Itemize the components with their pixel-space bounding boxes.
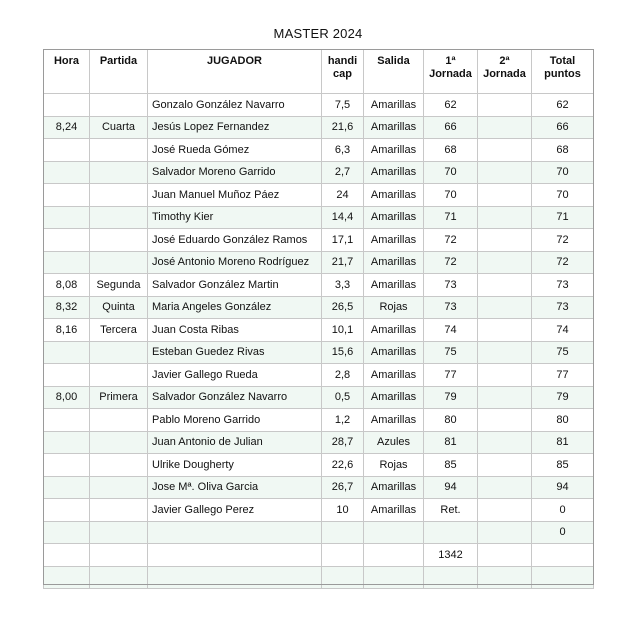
cell-jugador: Esteban Guedez Rivas	[148, 341, 322, 364]
table-row	[44, 499, 594, 522]
cell-jornada-2	[478, 364, 532, 387]
scores-table	[43, 49, 594, 589]
cell-hora	[44, 521, 90, 544]
cell-total: 0	[532, 499, 594, 522]
cell-total: 0	[532, 521, 594, 544]
cell-partida	[90, 139, 148, 162]
header-jornada-1: 1ª Jornada	[424, 50, 478, 94]
cell-jornada-2	[478, 251, 532, 274]
cell-jornada-2	[478, 521, 532, 544]
cell-jornada-1: 75	[424, 341, 478, 364]
cell-total: 75	[532, 341, 594, 364]
cell-partida	[90, 409, 148, 432]
cell-hora	[44, 364, 90, 387]
cell-jornada-2	[478, 206, 532, 229]
cell-handicap: 7,5	[322, 94, 364, 117]
cell-jugador: Juan Antonio de Julian	[148, 431, 322, 454]
cell-salida: Amarillas	[364, 499, 424, 522]
table-row	[44, 139, 594, 162]
cell-salida	[364, 521, 424, 544]
cell-jornada-1	[424, 521, 478, 544]
cell-hora: 8,08	[44, 274, 90, 297]
cell-handicap: 1,2	[322, 409, 364, 432]
cell-jugador: Gonzalo González Navarro	[148, 94, 322, 117]
cell-jornada-2	[478, 139, 532, 162]
cell-salida: Amarillas	[364, 364, 424, 387]
cell-salida: Amarillas	[364, 386, 424, 409]
cell-partida	[90, 544, 148, 567]
cell-jornada-2	[478, 476, 532, 499]
header-row	[44, 50, 594, 94]
cell-total: 68	[532, 139, 594, 162]
cell-total	[532, 566, 594, 589]
table-row	[44, 296, 594, 319]
cell-partida	[90, 161, 148, 184]
cell-hora	[44, 229, 90, 252]
cell-jornada-2	[478, 296, 532, 319]
cell-jornada-1: 79	[424, 386, 478, 409]
cell-total: 66	[532, 116, 594, 139]
cell-handicap: 2,7	[322, 161, 364, 184]
cell-handicap: 17,1	[322, 229, 364, 252]
cell-salida: Rojas	[364, 454, 424, 477]
cell-salida: Amarillas	[364, 161, 424, 184]
header-salida: Salida	[364, 50, 424, 94]
cell-salida: Amarillas	[364, 116, 424, 139]
cell-handicap: 22,6	[322, 454, 364, 477]
cell-handicap: 6,3	[322, 139, 364, 162]
cell-salida: Amarillas	[364, 229, 424, 252]
cell-jugador: José Rueda Gómez	[148, 139, 322, 162]
cell-jugador: Timothy Kier	[148, 206, 322, 229]
table-row	[44, 274, 594, 297]
cell-hora	[44, 454, 90, 477]
cell-jornada-2	[478, 544, 532, 567]
cell-total: 85	[532, 454, 594, 477]
cell-salida: Amarillas	[364, 319, 424, 342]
cell-hora	[44, 544, 90, 567]
cell-jornada-1: 73	[424, 274, 478, 297]
cell-jornada-1: 85	[424, 454, 478, 477]
table-row	[44, 116, 594, 139]
cell-hora	[44, 341, 90, 364]
cell-partida	[90, 454, 148, 477]
cell-partida: Quinta	[90, 296, 148, 319]
table-row	[44, 566, 594, 589]
cell-handicap: 24	[322, 184, 364, 207]
cell-handicap	[322, 521, 364, 544]
cell-total: 77	[532, 364, 594, 387]
cell-hora: 8,00	[44, 386, 90, 409]
cell-jornada-2	[478, 566, 532, 589]
cell-jugador: Juan Manuel Muñoz Páez	[148, 184, 322, 207]
cell-partida	[90, 251, 148, 274]
table-row	[44, 544, 594, 567]
header-handicap: handi cap	[322, 50, 364, 94]
table-row	[44, 251, 594, 274]
cell-handicap: 10,1	[322, 319, 364, 342]
cell-jugador: Pablo Moreno Garrido	[148, 409, 322, 432]
cell-jornada-1: 73	[424, 296, 478, 319]
cell-salida: Amarillas	[364, 206, 424, 229]
header-hora: Hora	[44, 50, 90, 94]
cell-partida: Cuarta	[90, 116, 148, 139]
cell-jugador	[148, 544, 322, 567]
cell-jornada-2	[478, 161, 532, 184]
cell-jornada-2	[478, 499, 532, 522]
cell-total: 72	[532, 251, 594, 274]
cell-total: 94	[532, 476, 594, 499]
table-row	[44, 431, 594, 454]
cell-handicap: 26,5	[322, 296, 364, 319]
cell-partida	[90, 341, 148, 364]
cell-partida	[90, 431, 148, 454]
cell-jugador: Javier Gallego Rueda	[148, 364, 322, 387]
cell-salida: Amarillas	[364, 139, 424, 162]
cell-salida: Amarillas	[364, 274, 424, 297]
cell-jugador: Salvador Moreno Garrido	[148, 161, 322, 184]
cell-partida: Primera	[90, 386, 148, 409]
cell-jugador	[148, 566, 322, 589]
cell-jugador: Ulrike Dougherty	[148, 454, 322, 477]
cell-handicap: 14,4	[322, 206, 364, 229]
page-title: MASTER 2024	[273, 26, 363, 41]
cell-jugador: Jose Mª. Oliva Garcia	[148, 476, 322, 499]
cell-hora	[44, 161, 90, 184]
cell-jornada-2	[478, 386, 532, 409]
table-row	[44, 386, 594, 409]
header-jugador: JUGADOR	[148, 50, 322, 94]
cell-hora	[44, 251, 90, 274]
table-row	[44, 521, 594, 544]
cell-salida: Amarillas	[364, 94, 424, 117]
cell-partida	[90, 521, 148, 544]
cell-hora	[44, 566, 90, 589]
cell-jugador: José Eduardo González Ramos	[148, 229, 322, 252]
table-row	[44, 94, 594, 117]
cell-salida: Amarillas	[364, 341, 424, 364]
cell-handicap: 26,7	[322, 476, 364, 499]
cell-handicap: 3,3	[322, 274, 364, 297]
cell-partida	[90, 364, 148, 387]
cell-jornada-2	[478, 454, 532, 477]
cell-salida	[364, 566, 424, 589]
cell-total: 79	[532, 386, 594, 409]
cell-handicap: 28,7	[322, 431, 364, 454]
cell-jornada-2	[478, 94, 532, 117]
table-row	[44, 476, 594, 499]
cell-jugador: Maria Angeles González	[148, 296, 322, 319]
cell-jornada-1: 71	[424, 206, 478, 229]
cell-total: 81	[532, 431, 594, 454]
cell-partida: Tercera	[90, 319, 148, 342]
cell-salida: Amarillas	[364, 184, 424, 207]
cell-hora	[44, 184, 90, 207]
header-jornada-2: 2ª Jornada	[478, 50, 532, 94]
cell-hora	[44, 409, 90, 432]
cell-handicap: 21,6	[322, 116, 364, 139]
cell-jornada-1	[424, 566, 478, 589]
cell-jornada-1: 62	[424, 94, 478, 117]
cell-jornada-1: Ret.	[424, 499, 478, 522]
cell-jornada-1: 68	[424, 139, 478, 162]
table-row	[44, 341, 594, 364]
cell-jugador: Javier Gallego Perez	[148, 499, 322, 522]
cell-jornada-1: 80	[424, 409, 478, 432]
cell-jornada-1: 81	[424, 431, 478, 454]
cell-hora	[44, 139, 90, 162]
cell-jornada-2	[478, 274, 532, 297]
cell-total: 80	[532, 409, 594, 432]
cell-hora: 8,16	[44, 319, 90, 342]
cell-jugador: Salvador González Navarro	[148, 386, 322, 409]
cell-jornada-1: 72	[424, 251, 478, 274]
cell-jornada-1: 77	[424, 364, 478, 387]
cell-jornada-1: 74	[424, 319, 478, 342]
cell-total: 73	[532, 274, 594, 297]
cell-salida	[364, 544, 424, 567]
cell-partida: Segunda	[90, 274, 148, 297]
cell-jornada-2	[478, 409, 532, 432]
cell-partida	[90, 184, 148, 207]
cell-partida	[90, 229, 148, 252]
cell-jornada-1: 70	[424, 184, 478, 207]
cell-total: 73	[532, 296, 594, 319]
cell-salida: Azules	[364, 431, 424, 454]
table-row	[44, 206, 594, 229]
cell-hora	[44, 206, 90, 229]
table-row	[44, 454, 594, 477]
cell-partida	[90, 566, 148, 589]
cell-handicap: 2,8	[322, 364, 364, 387]
cell-partida	[90, 499, 148, 522]
header-partida: Partida	[90, 50, 148, 94]
header-total: Total puntos	[532, 50, 594, 94]
cell-salida: Amarillas	[364, 476, 424, 499]
cell-jornada-2	[478, 116, 532, 139]
cell-hora	[44, 94, 90, 117]
cell-handicap: 21,7	[322, 251, 364, 274]
cell-jugador: Jesús Lopez Fernandez	[148, 116, 322, 139]
cell-salida: Amarillas	[364, 251, 424, 274]
cell-hora	[44, 499, 90, 522]
table-row	[44, 161, 594, 184]
cell-handicap: 0,5	[322, 386, 364, 409]
cell-jornada-2	[478, 341, 532, 364]
cell-total	[532, 544, 594, 567]
table-row	[44, 409, 594, 432]
cell-total: 62	[532, 94, 594, 117]
table-row	[44, 184, 594, 207]
cell-jugador: José Antonio Moreno Rodríguez	[148, 251, 322, 274]
cell-total: 74	[532, 319, 594, 342]
cell-total: 72	[532, 229, 594, 252]
cell-jornada-2	[478, 431, 532, 454]
cell-hora: 8,32	[44, 296, 90, 319]
cell-handicap: 10	[322, 499, 364, 522]
cell-jugador: Salvador González Martin	[148, 274, 322, 297]
table-row	[44, 319, 594, 342]
cell-partida	[90, 476, 148, 499]
table-row	[44, 364, 594, 387]
cell-hora	[44, 431, 90, 454]
cell-handicap: 15,6	[322, 341, 364, 364]
cell-partida	[90, 94, 148, 117]
cell-total: 71	[532, 206, 594, 229]
cell-handicap	[322, 544, 364, 567]
cell-jornada-1: 66	[424, 116, 478, 139]
cell-jugador: Juan Costa Ribas	[148, 319, 322, 342]
cell-total: 70	[532, 184, 594, 207]
cell-jornada-2	[478, 184, 532, 207]
table-row	[44, 229, 594, 252]
cell-jornada-1: 70	[424, 161, 478, 184]
cell-jornada-1: 94	[424, 476, 478, 499]
cell-jugador	[148, 521, 322, 544]
cell-partida	[90, 206, 148, 229]
cell-hora	[44, 476, 90, 499]
cell-salida: Amarillas	[364, 409, 424, 432]
cell-jornada-2	[478, 319, 532, 342]
cell-jornada-2	[478, 229, 532, 252]
cell-salida: Rojas	[364, 296, 424, 319]
cell-jornada-1: 1342	[424, 544, 478, 567]
cell-jornada-1: 72	[424, 229, 478, 252]
cell-handicap	[322, 566, 364, 589]
cell-total: 70	[532, 161, 594, 184]
cell-hora: 8,24	[44, 116, 90, 139]
